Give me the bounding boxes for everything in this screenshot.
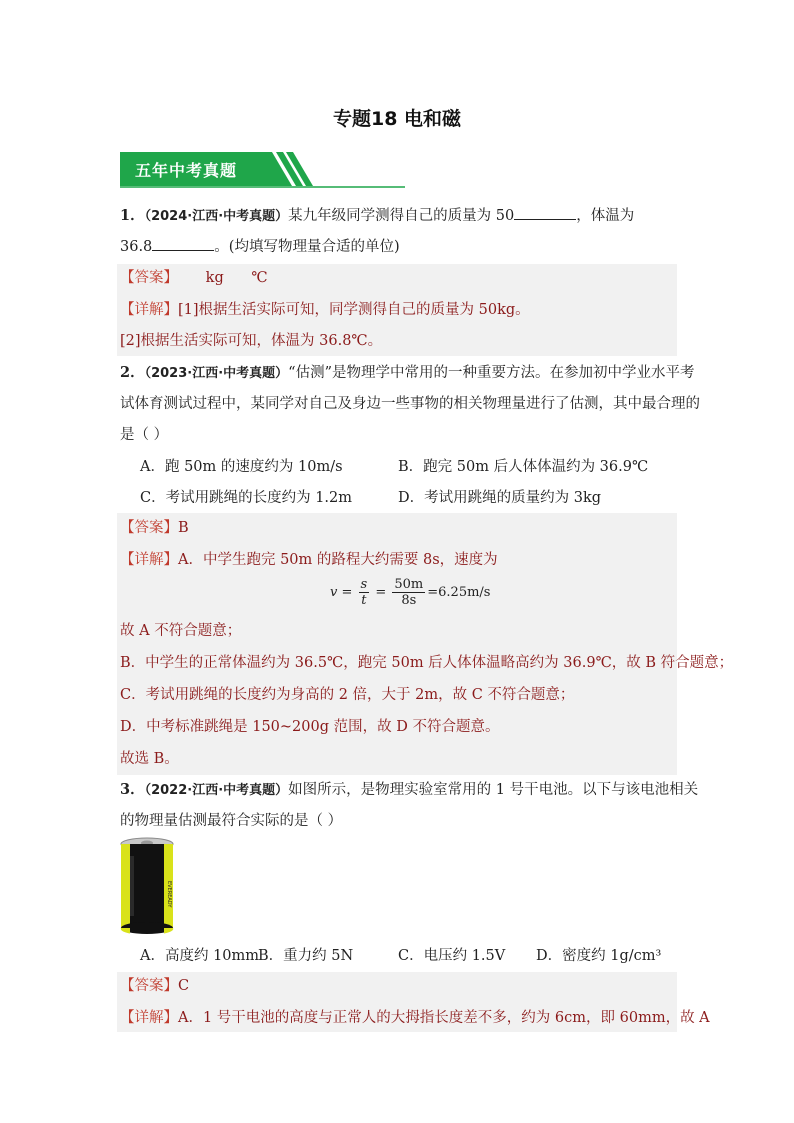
- q1-line2: 36.8 。(均填写物理量合适的单位): [120, 236, 400, 258]
- q2-option-a: A．跑 50m 的速度约为 10m/s: [140, 459, 343, 475]
- q3-option-d: D．密度约 1g/cm³: [536, 948, 662, 964]
- q2-option-b: B．跑完 50m 后人体体温约为 36.9℃: [398, 459, 649, 475]
- q2-detail-2: 故 A 不符合题意；: [120, 623, 242, 639]
- q2-line1: 2．（2023·江西·中考真题）“估测”是物理学中常用的一种重要方法。在参加初中学业水平考: [120, 364, 695, 381]
- q2-option-c: C．考试用跳绳的长度约为 1.2m: [140, 490, 353, 506]
- q3-detail-1: 【详解】A．1 号干电池的高度与正常人的大拇指长度差不多，约为 6cm，即 60mm，故 A: [120, 1010, 710, 1026]
- q2-option-d: D．考试用跳绳的质量约为 3kg: [398, 490, 602, 506]
- q3-option-b: B．重力约 5N: [258, 948, 354, 964]
- q1-detail-1: 【详解】[1]根据生活实际可知，同学测得自己的质量为 50kg。: [120, 302, 530, 318]
- q1-answer: 【答案】 kg ℃: [120, 270, 268, 286]
- q3-line1: 3．（2022·江西·中考真题）如图所示，是物理实验室常用的 1 号干电池。以下与该电池相关: [120, 781, 699, 798]
- q2-line2: 试体育测试过程中，某同学对自己及身边一些事物的相关物理量进行了估测，其中最合理的: [120, 396, 700, 412]
- page-title: 专题18 电和磁: [332, 108, 462, 130]
- q2-formula: v = $\frac{s}{t}$ = $\frac{50m}{8s}$ =6.25m/s: [330, 577, 491, 608]
- q2-detail-6: 故选 B。: [120, 751, 179, 767]
- q1-blank-2[interactable]: [152, 236, 214, 251]
- q2-detail-3: B．中学生的正常体温约为 36.5℃，跑完 50m 后人体体温略高约为 36.9℃，故 B 符合题意；: [120, 655, 734, 671]
- q1-answer-block: [117, 264, 677, 356]
- q2-detail-4: C．考试用跳绳的长度约为身高的 2 倍，大于 2m，故 C 不符合题意；: [120, 687, 575, 703]
- q3-option-c: C．电压约 1.5V: [398, 948, 506, 964]
- svg-text:EVEREADY: EVEREADY: [166, 881, 172, 908]
- q1-detail-2: [2]根据生活实际可知，体温为 36.8℃。: [120, 333, 383, 349]
- section-banner: [120, 150, 405, 190]
- q3-option-a: A．高度约 10mm: [140, 948, 260, 964]
- q2-detail-1: 【详解】A．中学生跑完 50m 的路程大约需要 8s，速度为: [120, 552, 498, 568]
- battery-image: [118, 836, 176, 936]
- q2-line3: 是（ ）: [120, 427, 169, 443]
- q2-detail-5: D．中考标准跳绳是 150~200g 范围，故 D 不符合题意。: [120, 719, 500, 735]
- q1-blank-1[interactable]: [514, 205, 576, 220]
- q3-line2: 的物理量估测最符合实际的是（ ）: [120, 813, 343, 829]
- q2-answer-block: [117, 513, 734, 775]
- banner-label: 五年中考真题: [135, 161, 238, 180]
- q2-answer: 【答案】B: [120, 520, 189, 536]
- q1-line1: 1．（2024·江西·中考真题）某九年级同学测得自己的质量为 50 ，体温为: [120, 207, 635, 224]
- q3-answer: 【答案】C: [120, 978, 190, 994]
- q3-answer-block: [117, 972, 710, 1032]
